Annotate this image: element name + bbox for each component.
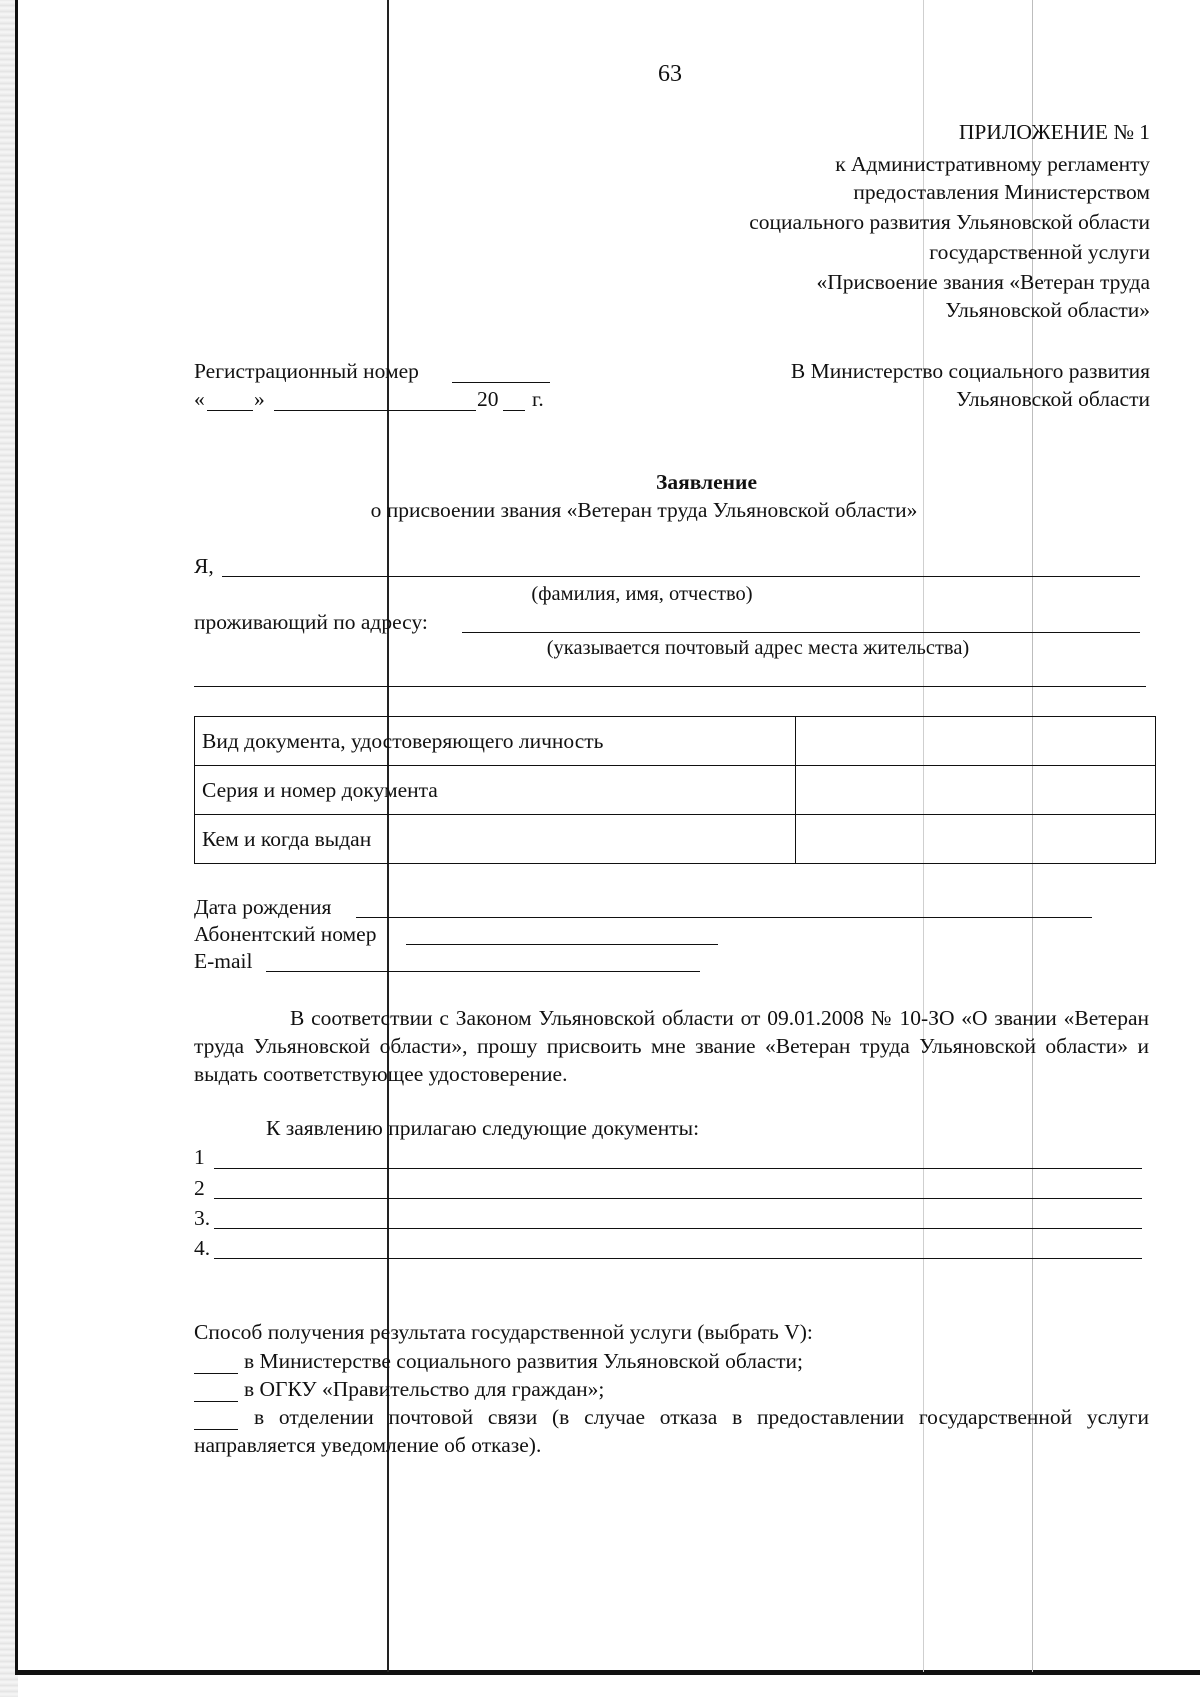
registration-number-label: Регистрационный номер (194, 359, 419, 383)
attachment-number-1: 1 (194, 1145, 205, 1169)
date-year-suffix: г. (532, 387, 544, 411)
appendix-line-7: Ульяновской области» (945, 298, 1150, 322)
registration-number-field[interactable] (452, 382, 550, 383)
date-open-quote: « (194, 387, 205, 411)
email-label: E-mail (194, 949, 253, 973)
attachment-field-3[interactable] (214, 1228, 1142, 1229)
id-doc-number-value[interactable] (796, 766, 1156, 815)
phone-label: Абонентский номер (194, 922, 377, 946)
table-row (195, 766, 1156, 815)
attachment-field-2[interactable] (214, 1198, 1142, 1199)
delivery-option-1-checkbox[interactable] (194, 1373, 238, 1374)
full-name-field[interactable] (222, 576, 1140, 577)
addressee-line-1: В Министерство социального развития (790, 359, 1150, 383)
full-name-hint: (фамилия, имя, отчество) (531, 583, 753, 605)
date-year-field[interactable] (503, 410, 525, 411)
appendix-line-2: к Административному регламенту (835, 152, 1150, 176)
date-close-quote: » (254, 387, 265, 411)
address-field[interactable] (462, 632, 1140, 633)
scan-bottom-border (15, 1670, 1200, 1675)
document-title: Заявление (656, 470, 757, 494)
delivery-option-3-label: в отделении почтовой связи (в случае отказа в предоставлении государственной услуги направляется уведомление об отказе). (194, 1405, 1149, 1457)
email-field[interactable] (266, 971, 700, 972)
id-doc-type-value[interactable] (796, 717, 1156, 766)
address-field-continued[interactable] (194, 686, 1146, 687)
date-day-field[interactable] (207, 410, 253, 411)
scan-left-border (15, 0, 18, 1672)
birth-date-label: Дата рождения (194, 895, 332, 919)
applicant-i-label: Я, (194, 554, 214, 578)
id-doc-issuer-label: Кем и когда выдан (195, 815, 796, 864)
page-number: 63 (658, 61, 682, 87)
appendix-line-6: «Присвоение звания «Ветеран труда (816, 270, 1150, 294)
request-paragraph: В соответствии с Законом Ульяновской области от 09.01.2008 № 10-ЗО «О звании «Ветеран труда Ульяновской области», прошу присвоить мне звание «Ветеран труда Ульяновской области» и выдать соответствующее удостоверение. (194, 1006, 1149, 1086)
table-row (195, 815, 1156, 864)
delivery-heading: Способ получения результата государственной услуги (выбрать V): (194, 1320, 813, 1344)
table-row (195, 717, 1156, 766)
appendix-line-1: ПРИЛОЖЕНИЕ № 1 (958, 120, 1150, 144)
date-month-field[interactable] (274, 410, 476, 411)
address-hint: (указывается почтовый адрес места жительства) (546, 637, 970, 659)
attachment-number-2: 2 (194, 1176, 205, 1200)
appendix-line-4: социального развития Ульяновской области (749, 210, 1150, 234)
delivery-option-1-label: в Министерстве социального развития Ульяновской области; (244, 1349, 803, 1373)
id-document-table (194, 716, 1156, 864)
appendix-line-5: государственной услуги (929, 240, 1150, 264)
delivery-option-2-checkbox[interactable] (194, 1401, 238, 1402)
birth-date-field[interactable] (356, 917, 1092, 918)
attachment-field-1[interactable] (214, 1168, 1142, 1169)
phone-field[interactable] (406, 944, 718, 945)
delivery-option-2-label: в ОГКУ «Правительство для граждан»; (244, 1377, 605, 1401)
date-year-prefix: 20 (477, 387, 499, 411)
attachment-number-4: 4. (194, 1236, 211, 1260)
id-doc-type-label: Вид документа, удостоверяющего личность (195, 717, 796, 766)
attachment-number-3: 3. (194, 1206, 211, 1230)
attachment-field-4[interactable] (214, 1258, 1142, 1259)
address-label: проживающий по адресу: (194, 610, 428, 634)
id-doc-number-label: Серия и номер документа (195, 766, 796, 815)
appendix-line-3: предоставления Министерством (853, 180, 1150, 204)
id-doc-issuer-value[interactable] (796, 815, 1156, 864)
document-subtitle: о присвоении звания «Ветеран труда Ульяновской области» (370, 498, 918, 522)
addressee-line-2: Ульяновской области (956, 387, 1150, 411)
attachments-heading: К заявлению прилагаю следующие документы: (266, 1116, 700, 1140)
